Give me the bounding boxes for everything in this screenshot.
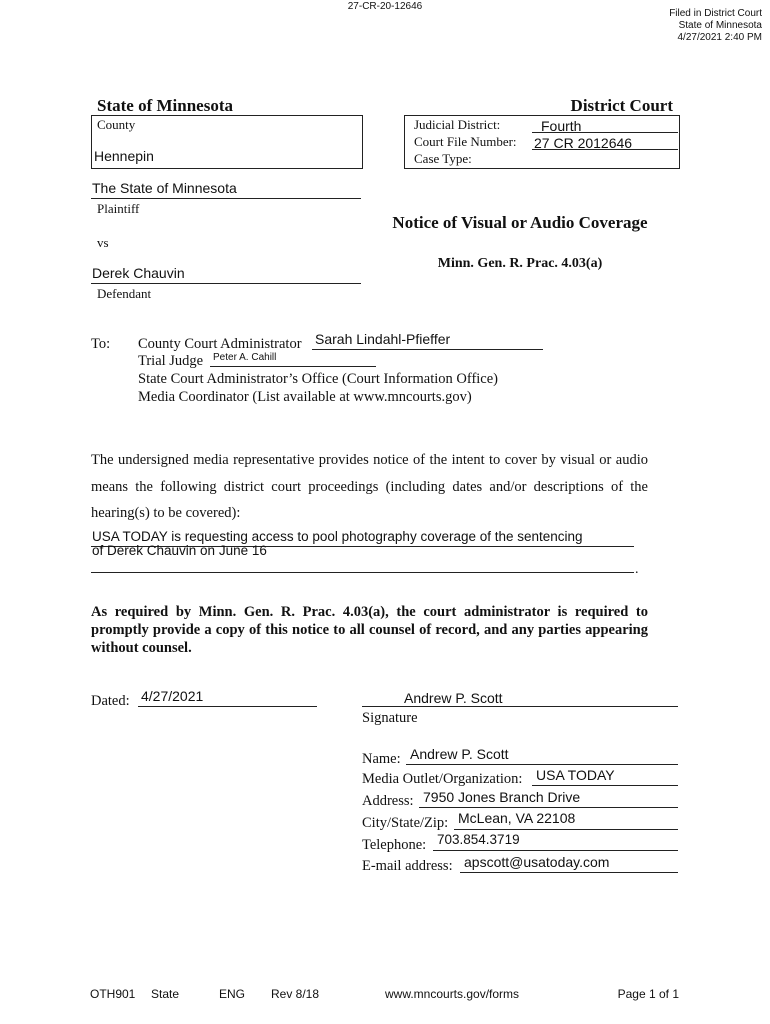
- email-label: E-mail address:: [362, 858, 453, 874]
- footer-scope: State: [151, 987, 180, 1001]
- county-field[interactable]: Hennepin: [94, 148, 154, 164]
- defendant-label: Defendant: [97, 286, 152, 301]
- notice-title: Notice of Visual or Audio Coverage: [392, 213, 648, 232]
- telephone-underline: [433, 850, 678, 851]
- telephone-field[interactable]: 703.854.3719: [437, 832, 520, 847]
- dated-field[interactable]: 4/27/2021: [141, 688, 204, 704]
- file-number-underline: [532, 149, 678, 150]
- address-field[interactable]: 7950 Jones Branch Drive: [423, 789, 581, 805]
- file-number-field[interactable]: 27 CR 2012646: [534, 135, 633, 151]
- case-stamp: 27-CR-20-12646: [347, 1, 423, 12]
- intro-line: The undersigned media representative provides notice of the intent to cover by visual or audio: [91, 452, 648, 468]
- footer-website-link[interactable]: www.mncourts.gov/forms: [385, 987, 520, 1001]
- judge-field[interactable]: Peter A. Cahill: [213, 352, 277, 363]
- intro-line: hearing(s) to be covered):: [91, 505, 241, 521]
- district-label: Judicial District:: [414, 117, 501, 132]
- plaintiff-label: Plaintiff: [97, 201, 140, 216]
- dated-label: Dated:: [91, 693, 130, 709]
- signature-label: Signature: [362, 710, 418, 726]
- outlet-underline: [532, 785, 678, 786]
- signature-field[interactable]: Andrew P. Scott: [404, 690, 503, 706]
- district-underline: [532, 132, 678, 133]
- address-underline: [419, 807, 678, 808]
- footer-form-code: OTH901: [90, 987, 136, 1001]
- email-underline: [460, 872, 678, 873]
- admin-field[interactable]: Sarah Lindahl-Pfieffer: [315, 331, 451, 347]
- media-coordinator-line: Media Coordinator (List available at www.mncourts.gov): [138, 389, 472, 405]
- address-label: Address:: [362, 793, 414, 809]
- county-label: County: [97, 117, 136, 132]
- dated-underline: [138, 706, 317, 707]
- name-field[interactable]: Andrew P. Scott: [410, 746, 509, 762]
- judge-label: Trial Judge: [138, 353, 204, 369]
- city-state-zip-underline: [454, 829, 678, 830]
- filed-stamp-line: 4/27/2021 2:40 PM: [677, 32, 762, 43]
- court-title: District Court: [570, 96, 673, 115]
- email-field[interactable]: apscott@usatoday.com: [464, 854, 610, 870]
- signature-underline: [362, 706, 678, 707]
- city-state-zip-field[interactable]: McLean, VA 22108: [458, 810, 576, 826]
- name-underline: [406, 764, 678, 765]
- plaintiff-underline: [91, 198, 361, 199]
- filed-stamp-line: State of Minnesota: [678, 20, 762, 31]
- plaintiff-field[interactable]: The State of Minnesota: [92, 180, 237, 196]
- defendant-underline: [91, 283, 361, 284]
- description-period: .: [635, 562, 639, 577]
- filed-stamp-line: Filed in District Court: [669, 8, 762, 19]
- state-title: State of Minnesota: [97, 96, 233, 115]
- footer-revision: Rev 8/18: [271, 987, 320, 1001]
- city-state-zip-label: City/State/Zip:: [362, 815, 449, 831]
- case-type-label: Case Type:: [414, 151, 472, 166]
- outlet-label: Media Outlet/Organization:: [362, 771, 523, 787]
- description-underline: [91, 572, 634, 573]
- footer-page-number: Page 1 of 1: [617, 987, 679, 1001]
- admin-label: County Court Administrator: [138, 336, 302, 352]
- outlet-field[interactable]: USA TODAY: [536, 767, 615, 783]
- office-line: State Court Administrator’s Office (Court Information Office): [138, 371, 499, 387]
- filed-stamp: [669, 8, 762, 44]
- to-label: To:: [91, 336, 111, 352]
- required-notice: As required by Minn. Gen. R. Prac. 4.03(a), the court administrator is required to promptly provide a copy of this notice to all counsel of record, and any parties appearing without counsel.: [91, 604, 648, 656]
- judge-underline: [210, 366, 376, 367]
- versus-label: vs: [97, 235, 109, 250]
- name-label: Name:: [362, 751, 401, 767]
- admin-underline: [312, 349, 543, 350]
- defendant-field[interactable]: Derek Chauvin: [92, 265, 185, 281]
- rule-subtitle: Minn. Gen. R. Prac. 4.03(a): [437, 256, 603, 271]
- district-field[interactable]: Fourth: [541, 118, 582, 134]
- footer-language: ENG: [219, 987, 246, 1001]
- intro-line: means the following district court proceedings (including dates and/or descriptions of the: [91, 479, 648, 495]
- description-field-continued[interactable]: of Derek Chauvin on June 16: [92, 543, 267, 558]
- file-number-label: Court File Number:: [414, 134, 517, 149]
- description-field[interactable]: USA TODAY is requesting access to pool photography coverage of the sentencing: [92, 529, 583, 544]
- telephone-label: Telephone:: [362, 837, 427, 853]
